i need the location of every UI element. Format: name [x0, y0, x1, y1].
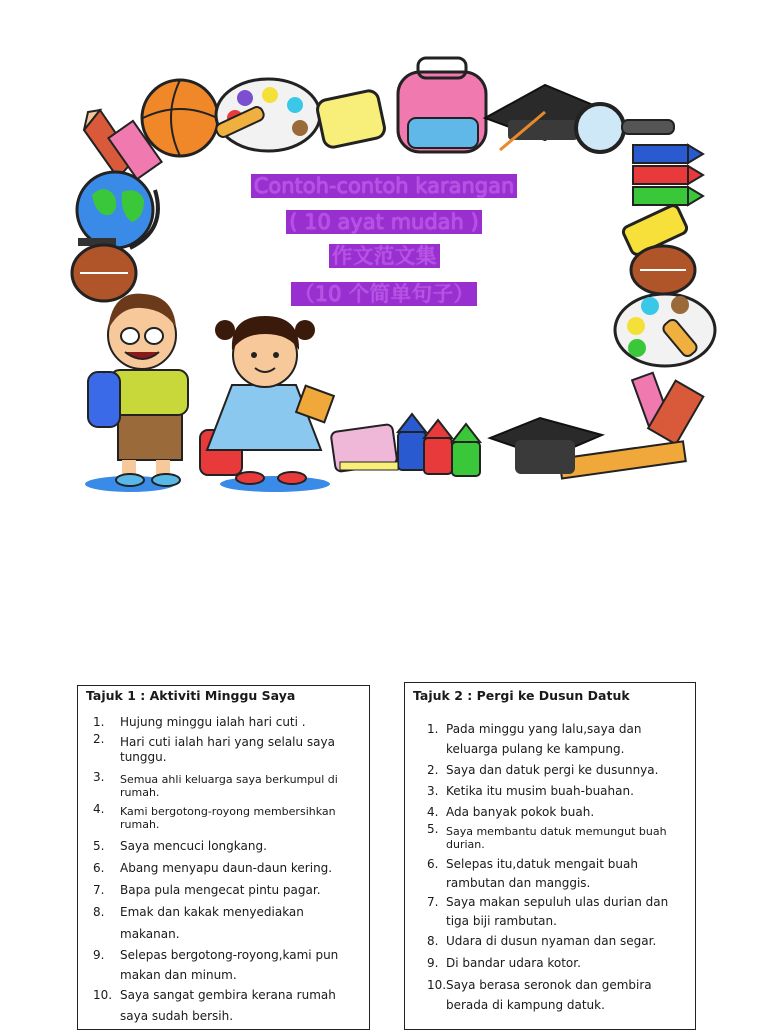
- list-item: 10. Saya berasa seronok dan gembira berada di kampung datuk.: [427, 978, 652, 1012]
- list-item: 9. Selepas bergotong-royong,kami pun makan dan minum.: [93, 948, 339, 982]
- list-item: 5. Saya mencuci longkang.: [93, 839, 267, 853]
- pencil-icon-right: [632, 373, 703, 445]
- cover-title-line-2: ( 10 ayat mudah ): [0, 209, 768, 235]
- list-item: 3. Ketika itu musim buah-buahan.: [427, 784, 634, 798]
- basketball-icon: [142, 80, 218, 156]
- list-item: 5. Saya membantu datuk memungut buah durian.: [427, 822, 667, 851]
- list-item: 6. Abang menyapu daun-daun kering.: [93, 861, 333, 875]
- ruler-icon: [559, 441, 686, 478]
- paint-palette-icon: [214, 79, 320, 151]
- topic-2-list: [405, 719, 695, 1015]
- list-item: 2. Saya dan datuk pergi ke dusunnya.: [427, 763, 659, 777]
- list-item: 8. Emak dan kakak menyediakan makanan.: [93, 905, 304, 941]
- cover-title-line-4: （10 个简单句子）: [0, 281, 768, 307]
- topic-1-box: [77, 685, 370, 1030]
- list-item: 4. Kami bergotong-royong membersihkan rumah.: [93, 802, 336, 831]
- list-item: 1. Hujung minggu ialah hari cuti .: [93, 715, 306, 729]
- glue-jar-icon: [316, 89, 387, 149]
- girl-illustration: [200, 316, 334, 492]
- cover-title-line-3: 作文范文集: [0, 243, 768, 269]
- topic-2-box: [404, 682, 696, 1030]
- crayons-icon-bottom: [398, 414, 480, 476]
- list-item: 2. Hari cuti ialah hari yang selalu saya tunggu.: [93, 732, 335, 764]
- topic-1-list: [78, 712, 369, 1027]
- list-item: 8. Udara di dusun nyaman dan segar.: [427, 934, 657, 948]
- list-item: 7. Saya makan sepuluh ulas durian dan tiga biji rambutan.: [427, 895, 669, 928]
- list-item: 7. Bapa pula mengecat pintu pagar.: [93, 883, 321, 897]
- list-item: 4. Ada banyak pokok buah.: [427, 805, 595, 819]
- list-item: 10. Saya sangat gembira kerana rumah saya sudah bersih.: [93, 988, 336, 1023]
- topic-1-title: Tajuk 1 : Aktiviti Minggu Saya: [86, 688, 296, 703]
- list-item: 6. Selepas itu,datuk mengait buah rambutan dan manggis.: [427, 857, 638, 890]
- list-item: 3. Semua ahli keluarga saya berkumpul di rumah.: [93, 770, 338, 799]
- list-item: 1. Pada minggu yang lalu,saya dan keluarga pulang ke kampung.: [427, 722, 642, 756]
- list-item: 9. Di bandar udara kotor.: [427, 956, 581, 970]
- cover-title-line-1: Contoh-contoh karangan: [0, 173, 768, 199]
- topic-2-title: Tajuk 2 : Pergi ke Dusun Datuk: [413, 688, 630, 703]
- backpack-icon: [398, 58, 486, 152]
- book-icon: [331, 424, 398, 472]
- boy-illustration: [85, 294, 188, 492]
